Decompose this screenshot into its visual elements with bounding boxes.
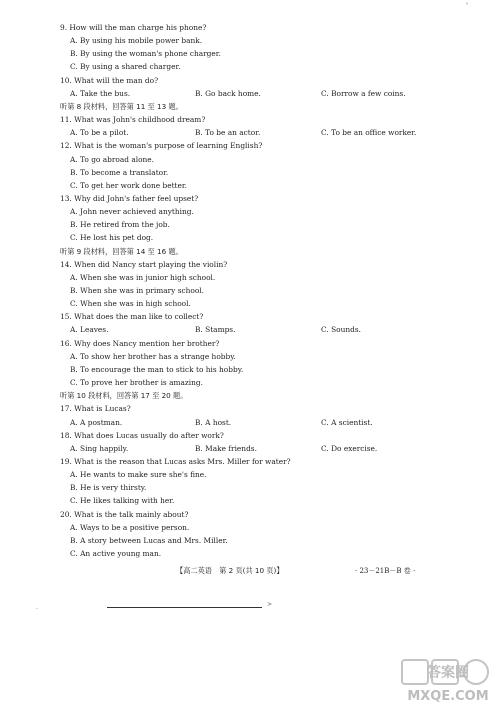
answer-option: B. To become a translator. bbox=[70, 167, 169, 177]
watermark-brand: 答案圈 bbox=[427, 665, 469, 681]
answer-option: C. By using a shared charger. bbox=[70, 62, 181, 72]
question-text: 12. What is the woman's purpose of learning English? bbox=[60, 141, 263, 151]
question-text: 19. What is the reason that Lucas asks Mrs. Miller for water? bbox=[60, 456, 291, 466]
answer-option: B. A host. bbox=[195, 417, 232, 427]
question-text: 17. What is Lucas? bbox=[60, 404, 131, 414]
answer-option: C. To be an office worker. bbox=[321, 128, 417, 138]
question-text: 13. Why did John's father feel upset? bbox=[60, 193, 199, 203]
answer-option: A. A postman. bbox=[70, 417, 123, 427]
question-text: 10. What will the man do? bbox=[60, 75, 159, 85]
answer-option: A. When she was in junior high school. bbox=[70, 272, 216, 282]
answer-option: C. Do exercise. bbox=[321, 443, 378, 453]
option-row bbox=[70, 127, 486, 139]
question-text: 11. What was John's childhood dream? bbox=[60, 115, 206, 125]
answer-option: A. Take the bus. bbox=[70, 88, 131, 98]
option-row bbox=[70, 324, 486, 336]
answer-option: C. Sounds. bbox=[321, 325, 361, 335]
answer-option: B. A story between Lucas and Mrs. Miller. bbox=[70, 535, 228, 545]
answer-option: B. Go back home. bbox=[195, 88, 261, 98]
question-text: 20. What is the talk mainly about? bbox=[60, 509, 189, 519]
watermark-url: MXQE.COM bbox=[407, 689, 489, 704]
page-footer bbox=[0, 565, 500, 577]
answer-option: C. When she was in high school. bbox=[70, 299, 191, 309]
answer-option: B. Make friends. bbox=[195, 443, 257, 453]
answer-option: A. To be a pilot. bbox=[70, 128, 129, 138]
footer-paper-code: · 23－21B－B 卷 · bbox=[355, 567, 416, 575]
answer-option: A. To go abroad alone. bbox=[70, 154, 155, 164]
answer-option: A. By using his mobile power bank. bbox=[70, 36, 203, 46]
answer-option: B. When she was in primary school. bbox=[70, 286, 204, 295]
question-text: 9. How will the man charge his phone? bbox=[60, 23, 207, 32]
left-margin-mark: · bbox=[36, 606, 38, 613]
bottom-mark: > bbox=[267, 601, 273, 608]
question-text: 15. What does the man like to collect? bbox=[60, 312, 204, 322]
question-text: 18. What does Lucas usually do after work? bbox=[60, 430, 224, 440]
section-instruction: 听第 9 段材料，回答第 14 至 16 题。 bbox=[60, 246, 183, 256]
section-instruction: 听第 10 段材料，回答第 17 至 20 题。 bbox=[60, 391, 188, 401]
bottom-divider bbox=[107, 607, 262, 608]
footer-page-info: 【高二英语 第 2 页(共 10 页)】 bbox=[176, 566, 284, 575]
answer-option: C. Borrow a few coins. bbox=[321, 88, 406, 98]
answer-option: A. Ways to be a positive person. bbox=[70, 522, 190, 532]
section-instruction: 听第 8 段材料，回答第 11 至 13 题。 bbox=[60, 101, 183, 111]
answer-option: A. To show her brother has a strange hobby. bbox=[70, 351, 236, 361]
answer-option: B. He is very thirsty. bbox=[70, 483, 147, 493]
answer-option: C. He likes talking with her. bbox=[70, 496, 175, 506]
answer-option: B. To be an actor. bbox=[195, 128, 261, 138]
answer-option: A. He wants to make sure she's fine. bbox=[70, 470, 207, 480]
answer-option: A. Leaves. bbox=[70, 325, 109, 335]
answer-option: B. Stamps. bbox=[195, 325, 236, 335]
answer-option: C. To get her work done better. bbox=[70, 180, 187, 190]
answer-option: C. To prove her brother is amazing. bbox=[70, 378, 203, 388]
answer-option: B. To encourage the man to stick to his hobby. bbox=[70, 364, 244, 374]
option-row bbox=[70, 443, 486, 455]
page-corner-mark: ' bbox=[466, 2, 468, 10]
option-row bbox=[70, 417, 486, 429]
question-text: 16. Why does Nancy mention her brother? bbox=[60, 338, 220, 348]
answer-option: C. He lost his pet dog. bbox=[70, 233, 154, 243]
answer-option: B. By using the woman's phone charger. bbox=[70, 49, 221, 59]
watermark-logo bbox=[400, 658, 496, 704]
answer-option: A. Sing happily. bbox=[70, 443, 129, 453]
answer-option: C. A scientist. bbox=[321, 417, 373, 427]
option-row bbox=[70, 88, 486, 100]
question-text: 14. When did Nancy start playing the violin? bbox=[60, 259, 228, 269]
answer-option: B. He retired from the job. bbox=[70, 220, 170, 230]
answer-option: A. John never achieved anything. bbox=[70, 207, 194, 217]
answer-option: C. An active young man. bbox=[70, 549, 162, 558]
